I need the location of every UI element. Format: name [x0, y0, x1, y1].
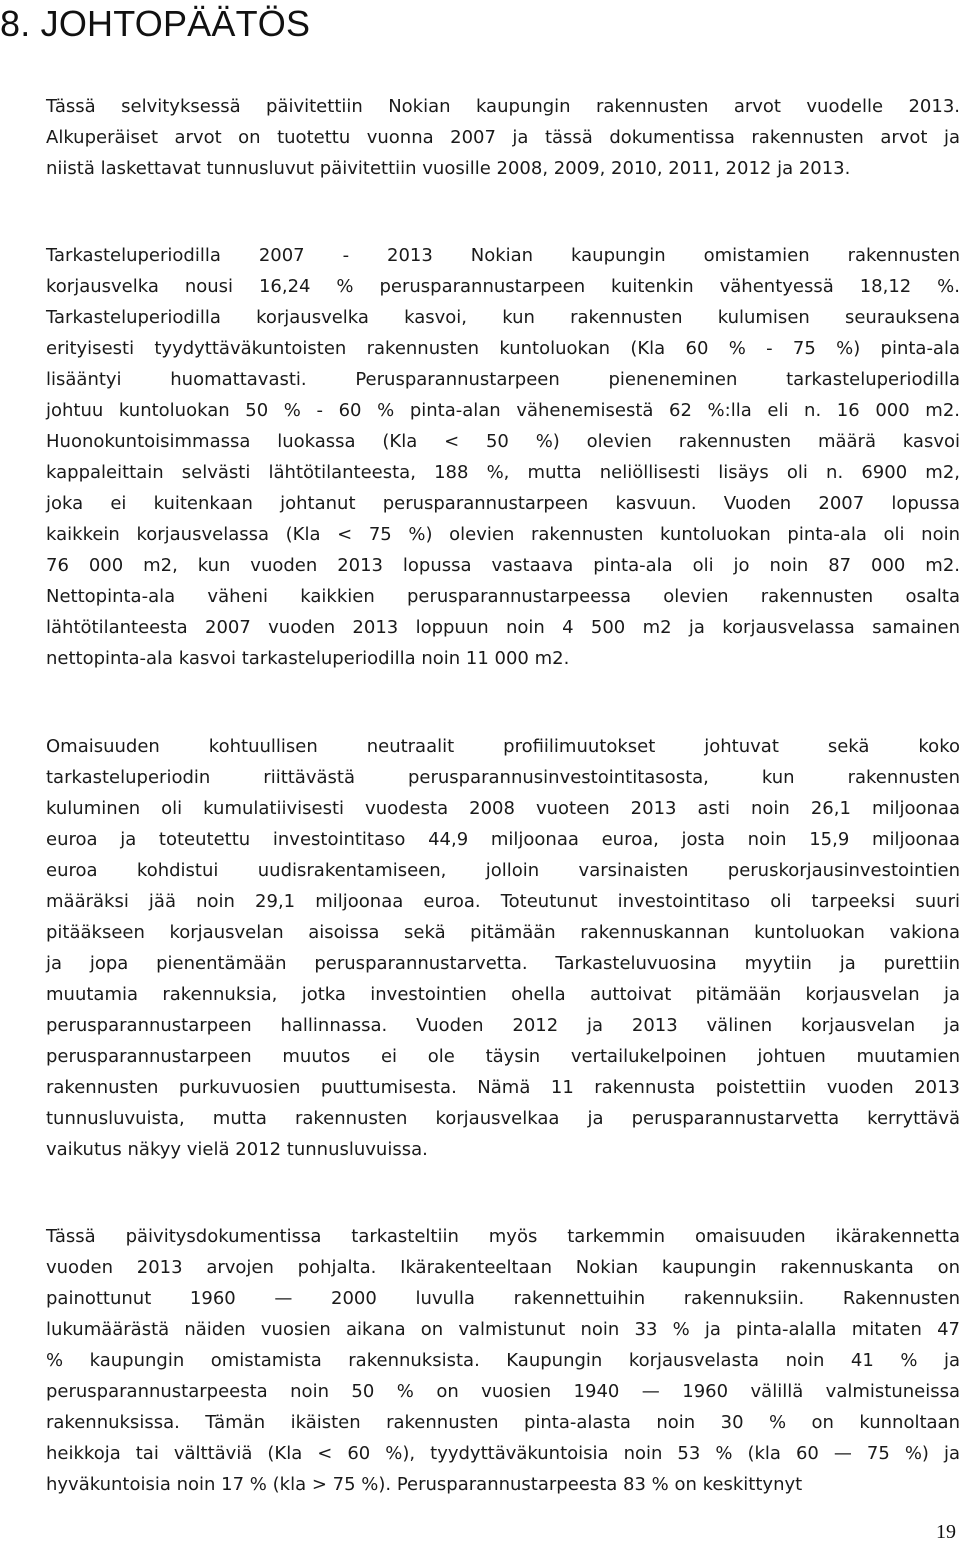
text-line: lähtötilanteesta 2007 vuoden 2013 loppuun noin 4 500 m2 ja korjausvelassa samainen: [46, 617, 960, 638]
text-line: lukumäärästä näiden vuosien aikana on valmistunut noin 33 % ja pinta-alalla mitaten 47: [46, 1319, 960, 1340]
text-line: Nettopinta-ala väheni kaikkien perusparannustarpeessa olevien rakennusten osalta: [46, 586, 960, 607]
text-line: Tässä selvityksessä päivitettiin Nokian kaupungin rakennusten arvot vuodelle 2013.: [46, 96, 960, 117]
text-line: pitääkseen korjausvelan aisoissa sekä pitämään rakennuskannan kuntoluokan vakiona: [46, 922, 960, 943]
text-line: joka ei kuitenkaan johtanut perusparannustarpeen kasvuun. Vuoden 2007 lopussa: [46, 493, 960, 514]
text-line: Alkuperäiset arvot on tuotettu vuonna 2007 ja tässä dokumentissa rakennusten arvot ja: [46, 127, 960, 148]
page-number: 19: [936, 1521, 956, 1543]
text-line: kappaleittain selvästi lähtötilanteesta, 188 %, mutta neliöllisesti lisäys oli n. 6900 m2,: [46, 462, 960, 483]
text-line: määräksi jää noin 29,1 miljoonaa euroa. Toteutunut investointitaso oli tarpeeksi suuri: [46, 891, 960, 912]
text-line: heikkoja tai välttäviä (Kla < 60 %), tyydyttäväkuntoisia noin 53 % (kla 60 — 75 %) ja: [46, 1443, 960, 1464]
text-line: rakennusten purkuvuosien puuttumisesta. Nämä 11 rakennusta poistettiin vuoden 2013: [46, 1077, 960, 1098]
text-line: euroa kohdistui uudisrakentamiseen, jolloin varsinaisten peruskorjausinvestointien: [46, 860, 960, 881]
text-line: ja jopa pienentämään perusparannustarvetta. Tarkasteluvuosina myytiin ja purettiin: [46, 953, 960, 974]
text-line: kaikkein korjausvelassa (Kla < 75 %) olevien rakennusten kuntoluokan pinta-ala oli noin: [46, 524, 960, 545]
text-line: lisääntyi huomattavasti. Perusparannustarpeen pieneneminen tarkasteluperiodilla: [46, 369, 960, 390]
text-line: 76 000 m2, kun vuoden 2013 lopussa vastaava pinta-ala oli jo noin 87 000 m2.: [46, 555, 960, 576]
text-line: perusparannustarpeesta noin 50 % on vuosien 1940 — 1960 välillä valmistuneissa: [46, 1381, 960, 1402]
text-line: erityisesti tyydyttäväkuntoisten rakennusten kuntoluokan (Kla 60 % - 75 %) pinta-ala: [46, 338, 960, 359]
section-heading: 8. JOHTOPÄÄTÖS: [0, 3, 311, 44]
text-line: euroa ja toteutettu investointitaso 44,9 miljoonaa euroa, josta noin 15,9 miljoonaa: [46, 829, 960, 850]
text-line: muutamia rakennuksia, jotka investointien ohella auttoivat pitämään korjausvelan ja: [46, 984, 960, 1005]
text-line: Tarkasteluperiodilla 2007 - 2013 Nokian kaupungin omistamien rakennusten: [46, 245, 960, 266]
text-line: % kaupungin omistamista rakennuksista. Kaupungin korjausvelasta noin 41 % ja: [46, 1350, 960, 1371]
text-line: johtuu kuntoluokan 50 % - 60 % pinta-alan vähenemisestä 62 %:lla eli n. 16 000 m2.: [46, 400, 960, 421]
text-line: Tässä päivitysdokumentissa tarkasteltiin myös tarkemmin omaisuuden ikärakennetta: [46, 1226, 960, 1247]
text-line: Huonokuntoisimmassa luokassa (Kla < 50 %) olevien rakennusten määrä kasvoi: [46, 431, 960, 452]
text-line: tarkasteluperiodin riittävästä perusparannusinvestointitasosta, kun rakennusten: [46, 767, 960, 788]
text-line: Omaisuuden kohtuullisen neutraalit profiilimuutokset johtuvat sekä koko: [46, 736, 960, 757]
text-line: nettopinta-ala kasvoi tarkasteluperiodilla noin 11 000 m2.: [46, 648, 570, 669]
text-line: korjausvelka nousi 16,24 % perusparannustarpeen kuitenkin vähentyessä 18,12 %.: [46, 276, 960, 297]
text-line: perusparannustarpeen hallinnassa. Vuoden 2012 ja 2013 välinen korjausvelan ja: [46, 1015, 960, 1036]
text-line: vuoden 2013 arvojen pohjalta. Ikärakenteeltaan Nokian kaupungin rakennuskanta on: [46, 1257, 960, 1278]
text-line: vaikutus näkyy vielä 2012 tunnusluvuissa.: [46, 1139, 428, 1160]
text-line: rakennuksissa. Tämän ikäisten rakennusten pinta-alasta noin 30 % on kunnoltaan: [46, 1412, 960, 1433]
text-line: painottunut 1960 — 2000 luvulla rakennettuihin rakennuksiin. Rakennusten: [46, 1288, 960, 1309]
text-line: hyväkuntoisia noin 17 % (kla > 75 %). Perusparannustarpeesta 83 % on keskittynyt: [46, 1474, 803, 1495]
paragraph-update-summary: [46, 91, 960, 184]
text-line: niistä laskettavat tunnusluvut päivitettiin vuosille 2008, 2009, 2010, 2011, 2012 ja 2013.: [46, 158, 851, 179]
paragraph-repair-debt: [46, 240, 960, 674]
text-line: Tarkasteluperiodilla korjausvelka kasvoi, kun rakennusten kulumisen seurauksena: [46, 307, 960, 328]
text-line: kuluminen oli kumulatiivisesti vuodesta 2008 vuoteen 2013 asti noin 26,1 miljoonaa: [46, 798, 960, 819]
text-line: perusparannustarpeen muutos ei ole täysin vertailukelpoinen johtuen muutamien: [46, 1046, 960, 1067]
paragraph-investment-level: [46, 731, 960, 1165]
paragraph-age-structure: [46, 1221, 960, 1500]
text-line: tunnusluvuista, mutta rakennusten korjausvelkaa ja perusparannustarvetta kerryttävä: [46, 1108, 960, 1129]
